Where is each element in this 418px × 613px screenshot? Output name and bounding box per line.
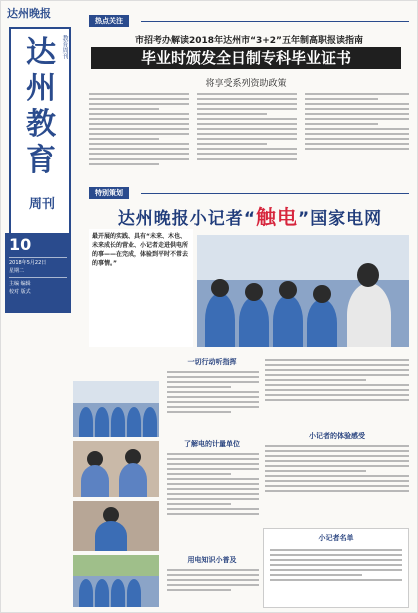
feature-column-2: [167, 451, 259, 549]
article-column-2: [197, 91, 297, 187]
feature-headline-highlight: 触电: [256, 205, 298, 229]
feature-column-5: [265, 443, 409, 523]
section-tag-hot: 热点关注: [89, 15, 129, 27]
issue-meta-2: 主编 编辑: [9, 281, 31, 287]
article-column-1: [89, 91, 189, 187]
subhead-power-knowledge: 用电知识小普及: [187, 556, 237, 564]
masthead-weekly: 周刊: [28, 197, 55, 212]
reporter-list-box: [263, 528, 409, 608]
issue-box: [5, 233, 71, 313]
masthead-side-text: 教育周刊: [61, 35, 68, 59]
article-headline: 毕业时颁发全日制专科毕业证书: [91, 47, 401, 69]
photo-group-4: [73, 555, 159, 607]
reporter-list-text: [270, 547, 402, 605]
section-rule: [141, 21, 409, 22]
subhead-reporter-list: 小记者名单: [318, 534, 354, 542]
article-kicker: 市招考办解读2018年达州市“3+2”五年制高职报读指南: [135, 36, 363, 46]
issue-divider: [9, 257, 67, 258]
article-column-3: [305, 91, 409, 187]
feature-lead-text: 最开展的实践、具有“未来、木也、未来成长的营业、小记者走进供电所的事——在完成，体验到平时不常去的事情。”: [92, 233, 189, 267]
section-tag-special: 特别策划: [89, 187, 129, 199]
feature-headline-pre: 达州晚报小记者: [117, 209, 244, 229]
section-rule: [141, 193, 409, 194]
issue-date: 2018年5月22日: [9, 260, 47, 266]
issue-meta-3: 校对 版式: [9, 289, 31, 295]
photo-group-2: [73, 441, 159, 497]
subhead-measure-units: 了解电的计量单位: [184, 440, 240, 448]
feature-lead-box: [89, 229, 193, 347]
issue-meta-1: 星期二: [9, 268, 25, 274]
masthead-title: 达州晚报: [7, 7, 51, 20]
feature-headline-post: 国家电网: [310, 209, 383, 229]
article-subhead: 将享受系列资助政策: [205, 79, 287, 89]
subhead-follow-orders: 一切行动听指挥: [187, 358, 237, 366]
main-photo: [197, 235, 409, 347]
feature-headline-quote-open: “: [243, 209, 256, 229]
feature-headline: [91, 201, 409, 230]
photo-group-3: [73, 501, 159, 551]
subhead-experience: 小记者的体验感受: [309, 432, 365, 440]
masthead-big-title: 达州教育: [26, 35, 56, 178]
photo-group-1: [73, 381, 159, 437]
issue-number: 10: [9, 235, 32, 254]
feature-headline-quote-close: ”: [298, 209, 311, 229]
feature-column-4: [265, 357, 409, 427]
feature-column-3: [167, 567, 259, 609]
feature-column-1: [167, 369, 259, 433]
issue-divider: [9, 277, 67, 278]
